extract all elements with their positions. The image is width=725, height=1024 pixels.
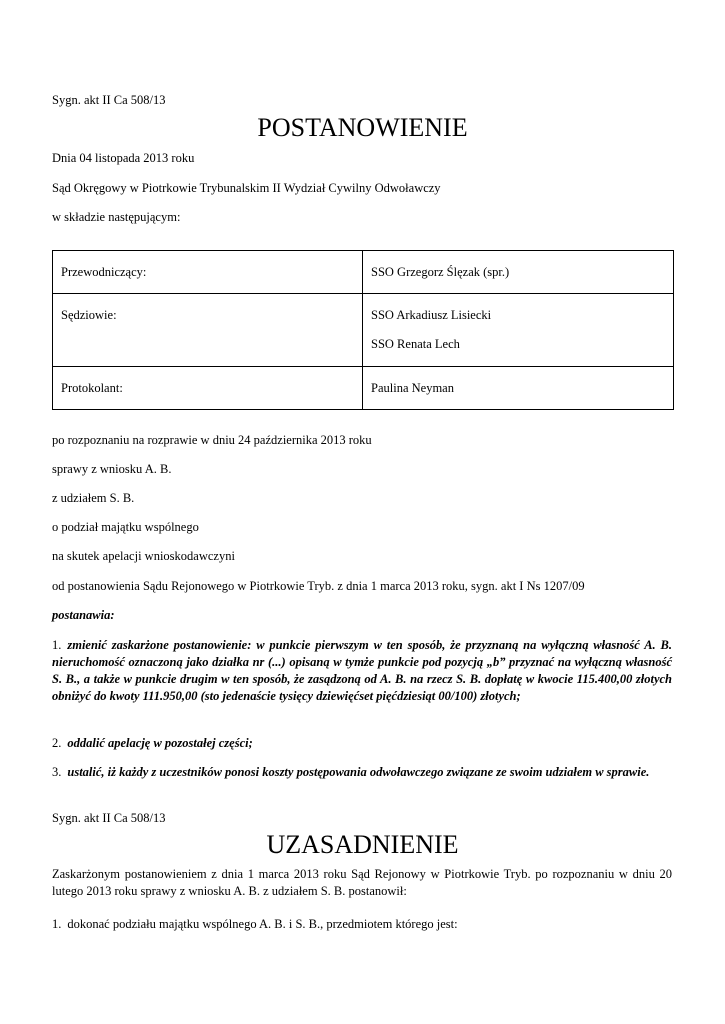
matter-line: sprawy z wniosku A. B. xyxy=(52,462,172,476)
court-composition-table xyxy=(52,250,674,410)
appeal-line: na skutek apelacji wnioskodawczyni xyxy=(52,549,235,563)
table-row xyxy=(53,294,674,367)
appealed-decision-line: od postanowienia Sądu Rejonowego w Piotrkowie Tryb. z dnia 1 marca 2013 roku, sygn. akt I Ns 1207/09 xyxy=(52,579,585,593)
hearing-line: po rozpoznaniu na rozprawie w dniu 24 października 2013 roku xyxy=(52,433,372,447)
ruling-point-3-text: ustalić, iż każdy z uczestników ponosi koszty postępowania odwoławczego związane ze swoim udziałem w sprawie. xyxy=(67,765,650,779)
table-row xyxy=(53,367,674,410)
judge-name-2: SSO Renata Lech xyxy=(371,337,460,351)
court-name: Sąd Okręgowy w Piotrkowie Trybunalskim II Wydział Cywilny Odwoławczy xyxy=(52,181,441,195)
judges-role: Sędziowie: xyxy=(61,308,117,322)
justification-point-1-text: dokonać podziału majątku wspólnego A. B. i S. B., przedmiotem którego jest: xyxy=(67,917,458,931)
clerk-role: Protokolant: xyxy=(61,381,123,395)
clerk-name: Paulina Neyman xyxy=(371,381,454,395)
document-title: POSTANOWIENIE xyxy=(257,113,468,142)
clerk-role-cell xyxy=(53,367,363,410)
case-reference-top: Sygn. akt II Ca 508/13 xyxy=(52,93,166,107)
decides-heading: postanawia: xyxy=(52,608,115,622)
participant-line: z udziałem S. B. xyxy=(52,491,135,505)
decision-date: Dnia 04 listopada 2013 roku xyxy=(52,151,195,165)
justification-intro: Zaskarżonym postanowieniem z dnia 1 marca 2013 roku Sąd Rejonowy w Piotrkowie Tryb. po rozpoznaniu w dniu 20 lutego 2013 roku sprawy z wniosku A. B. z udziałem S. B. postanowił: xyxy=(52,867,672,898)
judges-names-cell xyxy=(363,294,674,367)
ruling-point-1-number: 1. xyxy=(52,638,62,652)
justification-point-1-number: 1. xyxy=(52,917,62,931)
ruling-point-3 xyxy=(52,764,672,781)
ruling-point-2-text: oddalić apelację w pozostałej części; xyxy=(67,736,253,750)
clerk-name-cell xyxy=(363,367,674,410)
table-row xyxy=(53,251,674,294)
judges-role-cell xyxy=(53,294,363,367)
ruling-point-2 xyxy=(52,735,672,752)
justification-point-1 xyxy=(52,916,672,933)
ruling-point-3-number: 3. xyxy=(52,765,62,779)
composition-intro: w składzie następującym: xyxy=(52,210,181,224)
judge-name-1: SSO Arkadiusz Lisiecki xyxy=(371,308,492,322)
subject-line: o podział majątku wspólnego xyxy=(52,520,199,534)
ruling-point-2-number: 2. xyxy=(52,736,62,750)
case-reference-bottom: Sygn. akt II Ca 508/13 xyxy=(52,811,166,825)
ruling-point-1-text: zmienić zaskarżone postanowienie: w punkcie pierwszym w ten sposób, że przyznaną na wyłączną własność A. B. nieruchomość oznaczoną jako działka nr (...) opisaną w tymże punkcie pod pozycją „b” przyznać na wyłączną własność S. B., a także w punkcie drugim w ten sposób, że zasądzoną od A. B. na rzecz S. B. dopłatę w kwocie 115.400,00 złotych obniżyć do kwoty 111.950,00 (sto jedenaście tysięcy dziewięćset pięćdziesiąt 00/100) złotych; xyxy=(52,638,672,703)
justification-title: UZASADNIENIE xyxy=(266,830,459,859)
chair-role-cell xyxy=(53,251,363,294)
chair-name-cell xyxy=(363,251,674,294)
chair-role: Przewodniczący: xyxy=(61,265,147,279)
ruling-point-1 xyxy=(52,637,672,705)
chair-name: SSO Grzegorz Ślęzak (spr.) xyxy=(371,265,510,279)
